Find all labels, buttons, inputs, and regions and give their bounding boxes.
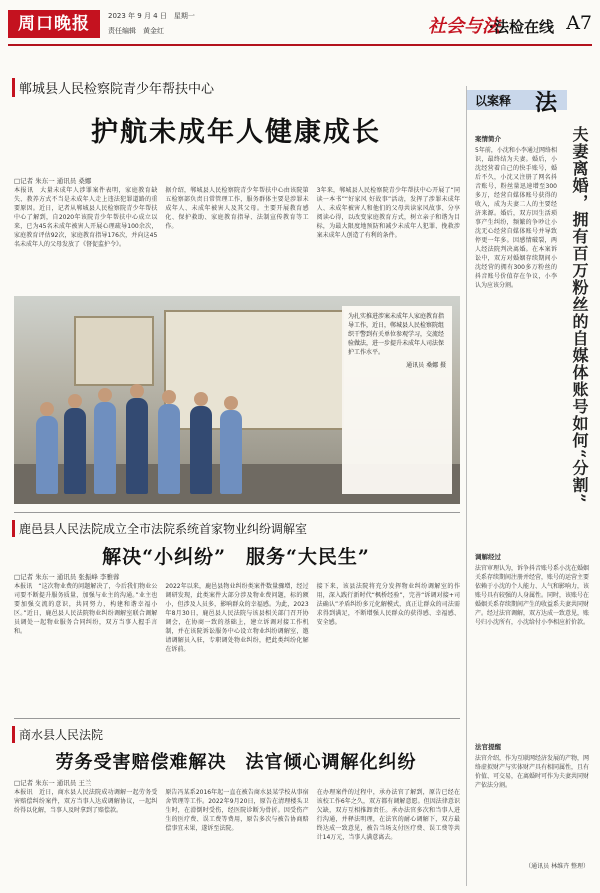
article3-paragraph: 在办理案件的过程中，承办法官了解到，原告已经在该校工作6年之久，双方都有调解意愿。但因法律意识欠缺，双方互相推卸责任。承办法官多次和当事人进行沟通，并释法明理，在法官的耐心调解下，双方最终达成一致意见，被告当场支付医疗费、误工费等共计14万元，当事人满意离去。 xyxy=(316,789,460,841)
news-photo xyxy=(14,296,460,504)
article3-kicker: 商水县人民法院 xyxy=(12,726,460,743)
section-name: 社会与法 xyxy=(428,16,500,37)
divider xyxy=(14,718,460,719)
article3-paragraph: 本报讯 近日，商水县人民法院成功调解一起劳务受害赔偿纠纷案件，双方当事人达成调解协议，一起纠纷得以化解，当事人及时拿到了赔偿款。 xyxy=(14,789,158,814)
sidebar-label-emphasis: 法 xyxy=(535,90,558,116)
article2-kicker: 鹿邑县人民法院成立全市法院系统首家物业纠纷调解室 xyxy=(12,520,460,537)
article1-kicker: 郸城县人民检察院青少年帮扶中心 xyxy=(12,78,460,97)
masthead xyxy=(8,8,592,46)
sidebar-section-text: 法官介绍，作为互联网经济发展的产物，网络虚拟财产与实体财产具有相同属性，且有价值、可交易，在离婚时可作为夫妻共同财产依法分割。 xyxy=(475,755,589,789)
photo-person xyxy=(158,404,180,494)
article1-paragraph: 据介绍，郸城县人民检察院青少年帮扶中心由该院第五检察部负责日常管理工作，服务群体主要是涉罪未成年人、未成年被害人及其父母。主要开展教育感化、保护救助、家庭教育指导、法制宣传教育等工作。 xyxy=(165,187,309,230)
photo-person xyxy=(36,416,58,494)
photo-person xyxy=(126,398,148,494)
sidebar-section-text: 5年前，小沈和小李通过网络相识，最终结为夫妻。婚后，小沈经营着自己的快手账号，婚后不久，小沈又注册了网名抖音账号，粉丝量迅速增至300多万，经营自媒体账号获得的收入，成为夫妻二人的主要经济来源。婚后，双方因生活琐事产生纠纷，频繁的争吵让小沈无心经营自媒体账号并导致停更一年多。因感情破裂，两人经法院判决离婚。在本案诉讼中，双方对婚姻存续期间小沈经营的拥有300多万粉丝的抖音账号价值存在争议，小李认为应该分割。 xyxy=(475,147,557,289)
issue-editor: 责任编辑 黄金红 xyxy=(108,27,164,35)
article3-paragraph: 原告冯某系2016年起一直在被告商水县某学校从事宿舍管理等工作。2022年9月20日，原告在清理楼头卫生时，在滑倒时受伤，经医院诊断为骨折。因受伤产生的医疗费、误工费等费用，原告多次与被告协商赔偿事宜未果，遂诉至法院。 xyxy=(165,789,309,832)
article2-paragraph: 2022年以来，鹿邑县物业纠纷类案件数量骤增，经过调研发现，此类案件大部分涉及物业费问题，标的额小，但涉及人员多，影响群众的幸福感。为此，2023年8月30日，鹿邑县人民法院与该县相关部门召开协调会，在协商一致的基础上，建立诉调对接工作机制，并在该院诉讼服务中心设立物业纠纷调解室，邀请调解员入驻，专职调处物业纠纷，把此类纠纷化解在诉前。 xyxy=(165,583,309,653)
article2-body xyxy=(14,582,460,712)
sidebar-label-text: 以案释 xyxy=(475,94,512,108)
sidebar-section-text: 法官审理认为，诉争抖音账号系小沈在婚姻关系存续期间注册并经营，账号的运营主要依赖于小沈的个人能力、人气和影响力，该账号具有较强的人身属性。同时，该账号在婚姻关系存续期间产生的收益系夫妻共同财产。经过法官调解，双方达成一致意见，账号归小沈所有，小沈给付小李相应折价款。 xyxy=(475,565,589,626)
article2-headline: 解决“小纠纷” 服务“大民生” xyxy=(102,546,370,568)
article2-byline: □记者 朱东一 通讯员 张振峰 李雅蓉 xyxy=(14,573,120,581)
article3-body xyxy=(14,788,460,893)
photo-caption xyxy=(342,306,452,494)
photo-display-board xyxy=(74,316,154,386)
sidebar-title: 夫妻离婚，拥有百万粉丝的自媒体账号如何“分割” xyxy=(570,126,589,504)
sidebar-label xyxy=(467,86,591,114)
photo-caption-text: 为扎实推进涉案未成年人家庭教育指导工作，近日，郸城县人民检察院组织干警到有关单位参观学习，交流经验做法，进一步提升未成年人司法保护工作水平。 xyxy=(348,313,445,356)
sidebar-section-title: 法官提醒 xyxy=(475,743,501,751)
sidebar-section-title: 调解经过 xyxy=(475,553,501,561)
article1-body xyxy=(14,186,460,294)
sidebar-credit: （通讯员 林维卉 整理） xyxy=(525,863,589,870)
article1-headline: 护航未成年人健康成长 xyxy=(91,117,381,148)
issue-date: 2023 年 9 月 4 日 星期一 xyxy=(108,12,195,20)
article3-byline: □记者 朱东一 通讯员 王兰 xyxy=(14,779,92,787)
article1-paragraph: 本报讯 大量未成年人涉罪案件表明，家庭教育缺失、教养方式不当是未成年人走上违法犯罪道路的重要原因。近日，记者从郸城县人民检察院青少年帮扶中心了解到，自2020年该院青少年帮扶中心成立以来，已为45名未成年被害人开展心理疏导100余次，家庭教育评估92次，家庭教育指导176次，并向这45名未成年人的父母发放了《督促监护令》。 xyxy=(14,187,158,248)
article2-paragraph: 接下来，该县法院将充分发挥物业纠纷调解室的作用，深入践行新时代“枫桥经验”，完善“诉调对接+司法确认”矛盾纠纷多元化解模式，真正让群众的司法需求得到满足，不断增强人民群众的获得感、幸福感、安全感。 xyxy=(316,583,460,626)
article2-paragraph: 本报讯 “这次物业费的问题解决了，今后我们物业公司要不断提升服务质量，加强与业主的沟通。”业主也要加强交流的意识，共同努力，构建和谐幸福小区。”近日，鹿邑县人民法院物业纠纷调解室联合调解员调处一起物业服务合同纠纷，双方当事人握手言和。 xyxy=(14,583,158,635)
article3-headline: 劳务受害赔偿难解决 法官倾心调解化纠纷 xyxy=(55,752,417,773)
photo-credit: 通讯员 桑娜 摄 xyxy=(406,362,446,369)
case-sidebar xyxy=(466,86,590,886)
section-subname: ·法检在线 xyxy=(488,18,554,36)
photo-person xyxy=(190,406,212,494)
divider xyxy=(14,512,460,513)
article1-paragraph: 3年来，郸城县人民检察院青少年帮扶中心开展了“同读一本书”“好家风 好故事”活动，发挥了涉罪未成年人、未成年被害人和他们的父母共读家风故事、分享阅读心得，以改变家庭教育方式，树立亲子和谐为目标，为最大限度地预防和减少未成年人犯罪、挽救涉案未成年人创造了有利的条件。 xyxy=(316,187,460,239)
newspaper-logo: 周口晚报 xyxy=(8,10,100,38)
sidebar-section-title: 案情简介 xyxy=(475,135,501,143)
article1-byline: □记者 朱东一 通讯员 桑娜 xyxy=(14,177,92,185)
photo-person xyxy=(94,402,116,494)
page-number: A7 xyxy=(566,12,592,34)
photo-person xyxy=(220,410,242,494)
photo-person xyxy=(64,408,86,494)
